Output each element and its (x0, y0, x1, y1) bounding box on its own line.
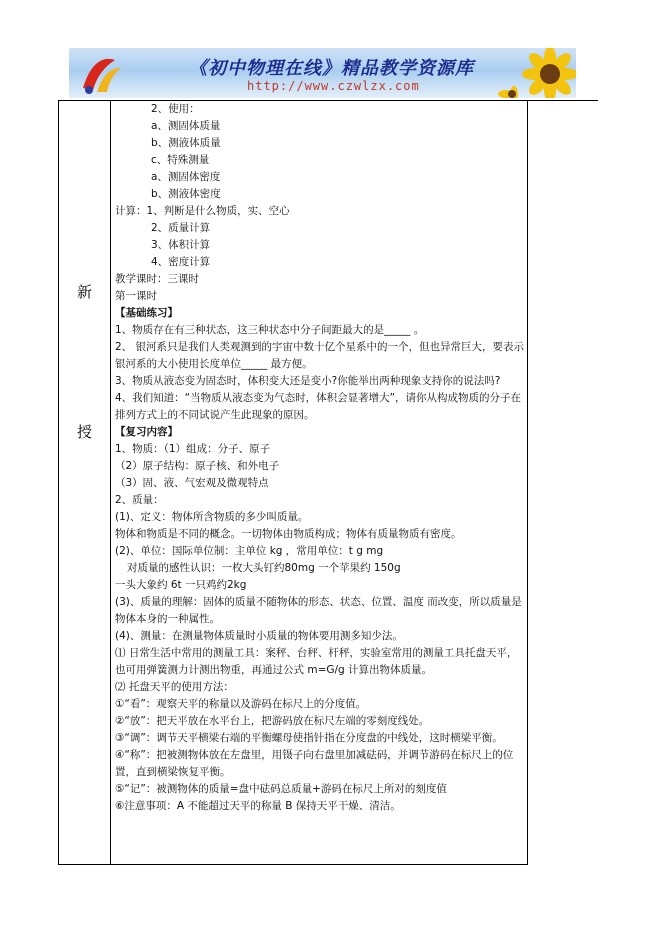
content-line: （3）固、液、气宏观及微观特点 (115, 477, 269, 489)
content-line: 【基础练习】 (115, 307, 178, 319)
section-label-new: 新 (77, 283, 93, 301)
content-line: 计算：1、判断是什么物质，实、空心 (115, 205, 290, 217)
banner-title: 《初中物理在线》精品教学资源库 (189, 58, 474, 79)
content-line: (2)、单位：国际单位制：主单位 kg ，常用单位：t g mg (115, 545, 384, 557)
content-line: ①“看”：观察天平的称量以及游码在标尺上的分度值。 (115, 698, 367, 710)
content-line: ③“调”：调节天平横梁右端的平衡螺母使指针指在分度盘的中线处，这时横梁平衡。 (115, 732, 503, 744)
content-line: a、测固体密度 (151, 171, 221, 183)
content-line: ⑴ 日常生活中常用的测量工具：案秤、台秤、杆秤，实验室常用的测量工具托盘天平，也可用弹簧测力计测出物重，再通过公式 m=G/g 计算出物体质量。 (115, 647, 518, 676)
content-line: ④“称”：把被测物体放在左盘里，用镊子向右盘里加减砝码，并调节游码在标尺上的位置，直到横梁恢复平衡。 (115, 749, 514, 778)
content-line: 第一课时 (115, 290, 157, 302)
logo-icon (77, 52, 125, 96)
content-line: 4、密度计算 (151, 256, 211, 268)
table-column-divider (110, 100, 111, 865)
table-bottom-border (58, 864, 528, 865)
content-line: 2、 银河系只是我们人类观测到的宇宙中数十亿个星系中的一个，但也异常巨大，要表示银河系的大小使用长度单位_____ 最方便。 (115, 341, 525, 370)
content-line: ⑥注意事项：A 不能超过天平的称量 B 保持天平干燥、清洁。 (115, 800, 401, 812)
content-line: 一头大象约 6t 一只鸡约2kg (115, 579, 247, 591)
content-line: 教学课时：三课时 (115, 273, 199, 285)
header-banner (69, 48, 576, 98)
content-line: 2、质量： (115, 494, 164, 506)
content-line: 3、体积计算 (151, 239, 211, 251)
content-line: b、测液体密度 (151, 188, 221, 200)
section-label-teach: 授 (77, 423, 93, 441)
banner-url[interactable]: http://www.czwlzx.com (247, 79, 420, 93)
table-right-border (527, 100, 528, 865)
lesson-content (115, 101, 525, 815)
content-line: ②“放”：把天平放在水平台上，把游码放在标尺左端的零刻度线处。 (115, 715, 430, 727)
content-line: b、测液体质量 (151, 137, 221, 149)
content-line: 对质量的感性认识：一枚大头钉约80mg 一个苹果约 150g (127, 562, 401, 574)
content-line: 2、质量计算 (151, 222, 211, 234)
content-line: （2）原子结构：原子核、和外电子 (115, 460, 280, 472)
content-line: 1、物质：（1）组成：分子、原子 (115, 443, 271, 455)
content-line: 3、物质从液态变为固态时，体积变大还是变小?你能举出两种现象支持你的说法吗? (115, 375, 501, 387)
content-line: (4)、测量：在测量物体质量时小质量的物体要用测多知少法。 (115, 630, 403, 642)
table-left-border (58, 100, 59, 865)
content-line: 1、物质存在有三种状态，这三种状态中分子间距最大的是_____ 。 (115, 324, 425, 336)
sunflower-icon (498, 48, 576, 98)
content-line: 2、使用： (151, 103, 200, 115)
content-line: 物体和物质是不同的概念。一切物体由物质构成；物体有质量物质有密度。 (115, 528, 462, 540)
content-line: (1)、定义：物体所含物质的多少叫质量。 (115, 511, 309, 523)
content-line: 4、我们知道：“当物质从液态变为气态时，体积会显著增大”，请你从构成物质的分子在排列方式上的不同试说产生此现象的原因。 (115, 392, 522, 421)
content-line: c、特殊测量 (151, 154, 210, 166)
content-line: ⑵ 托盘天平的使用方法： (115, 681, 234, 693)
content-line: (3)、质量的理解：固体的质量不随物体的形态、状态、位置、温度 而改变，所以质量是物体本身的一种属性。 (115, 596, 522, 625)
content-line: a、测固体质量 (151, 120, 221, 132)
content-line: 【复习内容】 (115, 426, 178, 438)
content-line: ⑤“记”：被测物体的质量=盘中砝码总质量+游码在标尺上所对的刻度值 (115, 783, 447, 795)
